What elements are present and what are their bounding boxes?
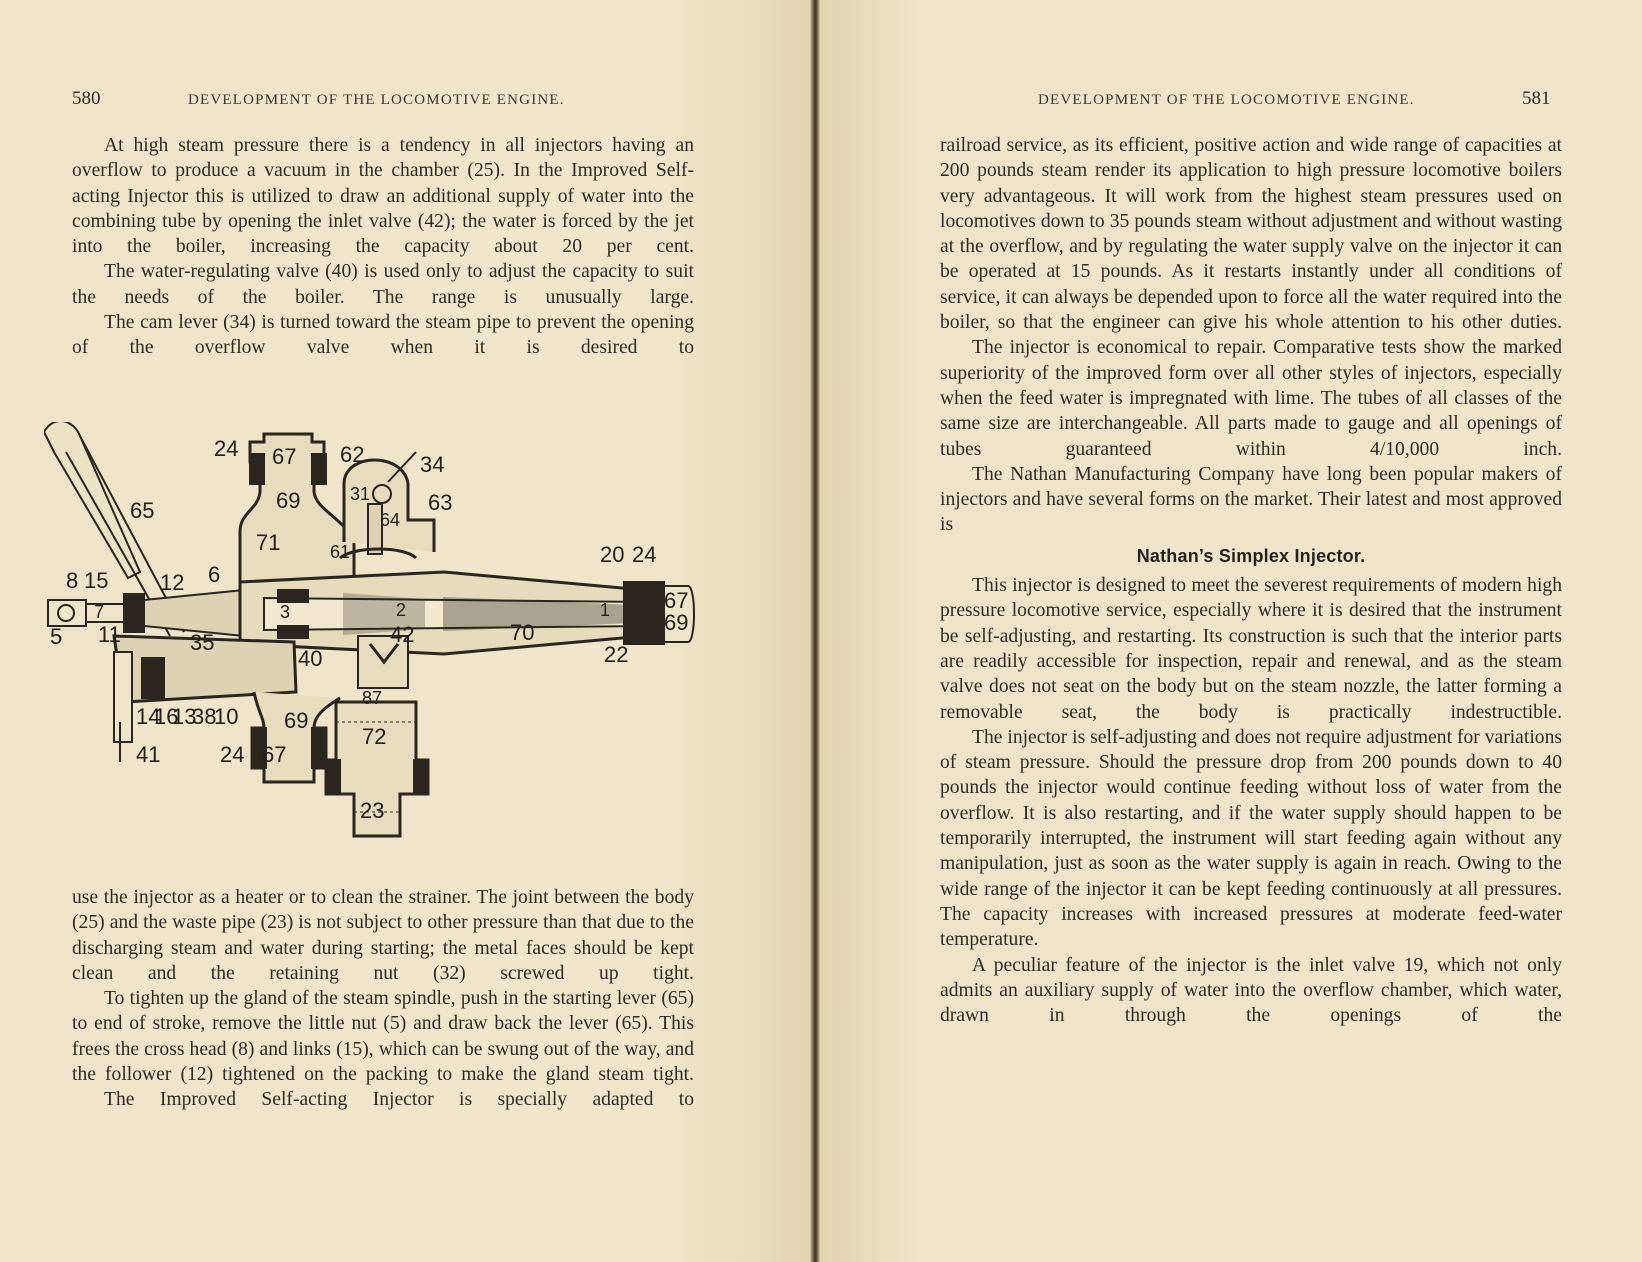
svg-text:14: 14 <box>136 704 161 729</box>
svg-text:10: 10 <box>214 704 239 729</box>
right-page <box>820 0 1642 1262</box>
running-head: DEVELOPMENT OF THE LOCOMOTIVE ENGINE. <box>1038 92 1415 108</box>
svg-text:7: 7 <box>94 602 105 622</box>
svg-text:5: 5 <box>50 624 63 649</box>
svg-text:8: 8 <box>66 568 79 593</box>
svg-text:71: 71 <box>256 530 281 555</box>
svg-text:38: 38 <box>192 704 217 729</box>
left-page <box>0 0 812 1262</box>
svg-text:69: 69 <box>664 610 689 635</box>
svg-text:3: 3 <box>280 602 291 622</box>
paragraph: use the injector as a heater or to clean the strainer. The joint between the body (25) and the waste pipe (23) is not subject to other pressure than that due to the discharging steam and water during starting; the metal faces should be kept clean and the retaining nut (32) screwed up tight. <box>72 887 694 984</box>
svg-text:31: 31 <box>350 484 371 504</box>
book-gutter <box>810 0 820 1262</box>
page-number: 581 <box>1522 88 1551 109</box>
svg-text:64: 64 <box>380 510 401 530</box>
svg-text:67: 67 <box>272 444 297 469</box>
svg-text:69: 69 <box>276 488 301 513</box>
paragraph: The cam lever (34) is turned toward the steam pipe to prevent the opening of the overflow valve when it is desired to <box>72 312 694 359</box>
svg-text:24: 24 <box>220 742 245 767</box>
svg-text:87: 87 <box>362 688 383 708</box>
paragraph: The injector is economical to repair. Comparative tests show the marked superiority of the improved form over all other styles of injectors, especially when the feed water is impregnated with lime. The tubes of all classes of the same size are interchangeable. All parts made to gauge and all openings of tubes guaranteed within 4/10,000 inch. <box>940 337 1562 460</box>
svg-text:16: 16 <box>154 704 179 729</box>
paragraph: At high steam pressure there is a tendency in all injectors having an overflow to produce a vacuum in the chamber (25). In the Improved Self-acting Injector this is utilized to draw an additional supply of water into the combining tube by opening the inlet valve (42); the water is forced by the jet into the boiler, increasing the capacity about 20 per cent. <box>72 135 694 258</box>
svg-text:69: 69 <box>284 708 309 733</box>
svg-text:13: 13 <box>172 704 197 729</box>
svg-text:67: 67 <box>262 742 287 767</box>
paragraph: The Improved Self-acting Injector is specially adapted to <box>104 1089 694 1111</box>
paragraph: The Nathan Manufacturing Company have long been popular makers of injectors and have several forms on the market. Their latest and most approved is <box>940 463 1562 536</box>
svg-text:35: 35 <box>190 630 215 655</box>
injector-diagram <box>44 422 724 882</box>
running-head: DEVELOPMENT OF THE LOCOMOTIVE ENGINE. <box>188 92 565 108</box>
paragraph: To tighten up the gland of the steam spindle, push in the starting lever (65) to end of stroke, remove the little nut (5) and draw back the lever (65). This frees the cross head (8) and links (15), which can be swung out of the way, and the follower (12) tightened on the packing to make the gland steam tight. <box>72 988 694 1086</box>
injector-sectional-figure <box>44 422 724 882</box>
section-heading: Nathan’s Simplex Injector. <box>1136 545 1366 566</box>
svg-text:67: 67 <box>664 588 689 613</box>
page-number: 580 <box>72 88 101 109</box>
paragraph: This injector is designed to meet the severest requirements of modern high pressure locomotive service, especially where it is desired that the instrument be self-adjusting, and restarting. Its construction is such that the interior parts are readily accessible for inspection, repair and renewal, and as the steam valve does not seat on the body but on the steam nozzle, the latter forming a removable seat, the body is practically indestructible. <box>940 575 1562 723</box>
svg-text:24: 24 <box>214 436 239 461</box>
svg-text:2: 2 <box>396 600 407 620</box>
svg-text:23: 23 <box>360 798 385 823</box>
svg-text:1: 1 <box>600 600 611 620</box>
svg-text:15: 15 <box>84 568 109 593</box>
svg-text:40: 40 <box>298 646 323 671</box>
svg-text:34: 34 <box>420 452 445 477</box>
svg-text:6: 6 <box>208 562 221 587</box>
svg-text:12: 12 <box>160 570 185 595</box>
svg-text:42: 42 <box>390 622 415 647</box>
text-block-bottom <box>72 885 694 1113</box>
text-block-top <box>72 133 694 361</box>
paragraph: A peculiar feature of the injector is the inlet valve 19, which not only admits an auxiliary supply of water into the overflow chamber, which water, drawn in through the openings of the <box>940 954 1562 1027</box>
svg-text:65: 65 <box>130 498 155 523</box>
svg-text:20: 20 <box>600 542 625 567</box>
paragraph: The water-regulating valve (40) is used only to adjust the capacity to suit the needs of the boiler. The range is unusually large. <box>72 261 694 308</box>
svg-text:61: 61 <box>330 542 351 562</box>
svg-text:22: 22 <box>604 642 629 667</box>
svg-text:24: 24 <box>632 542 657 567</box>
svg-text:63: 63 <box>428 490 453 515</box>
svg-text:62: 62 <box>340 442 365 467</box>
paragraph: railroad service, as its efficient, positive action and wide range of capacities at 200 pounds steam render its application to high pressure locomotive boilers very advantageous. It will work from the highest steam pressures used on locomotives down to 35 pounds steam without adjustment and without wasting at the overflow, and by regulating the water supply valve on the injector it can be operated at 15 pounds. As it restarts instantly under all conditions of service, it can always be depended upon to force all the water required into the boiler, so that the engineer can give his whole attention to his other duties. <box>940 135 1562 334</box>
text-block-top <box>940 133 1562 1028</box>
svg-text:41: 41 <box>136 742 161 767</box>
svg-text:72: 72 <box>362 724 387 749</box>
svg-text:70: 70 <box>510 620 535 645</box>
svg-text:11: 11 <box>98 622 121 647</box>
paragraph: The injector is self-adjusting and does not require adjustment for variations of steam pressure. Should the pressure drop from 200 pounds down to 40 pounds the injector would continue feeding without loss of water from the overflow. It is also restarting, and if the water supply should happen to be temporarily interrupted, the instrument will start feeding again without any manipulation, just as soon as the water supply is again in reach. Owing to the wide range of the injector it can be kept feeding continuously at all pressures. The capacity increases with increased pressures at moderate feed-water temperature. <box>940 726 1562 951</box>
